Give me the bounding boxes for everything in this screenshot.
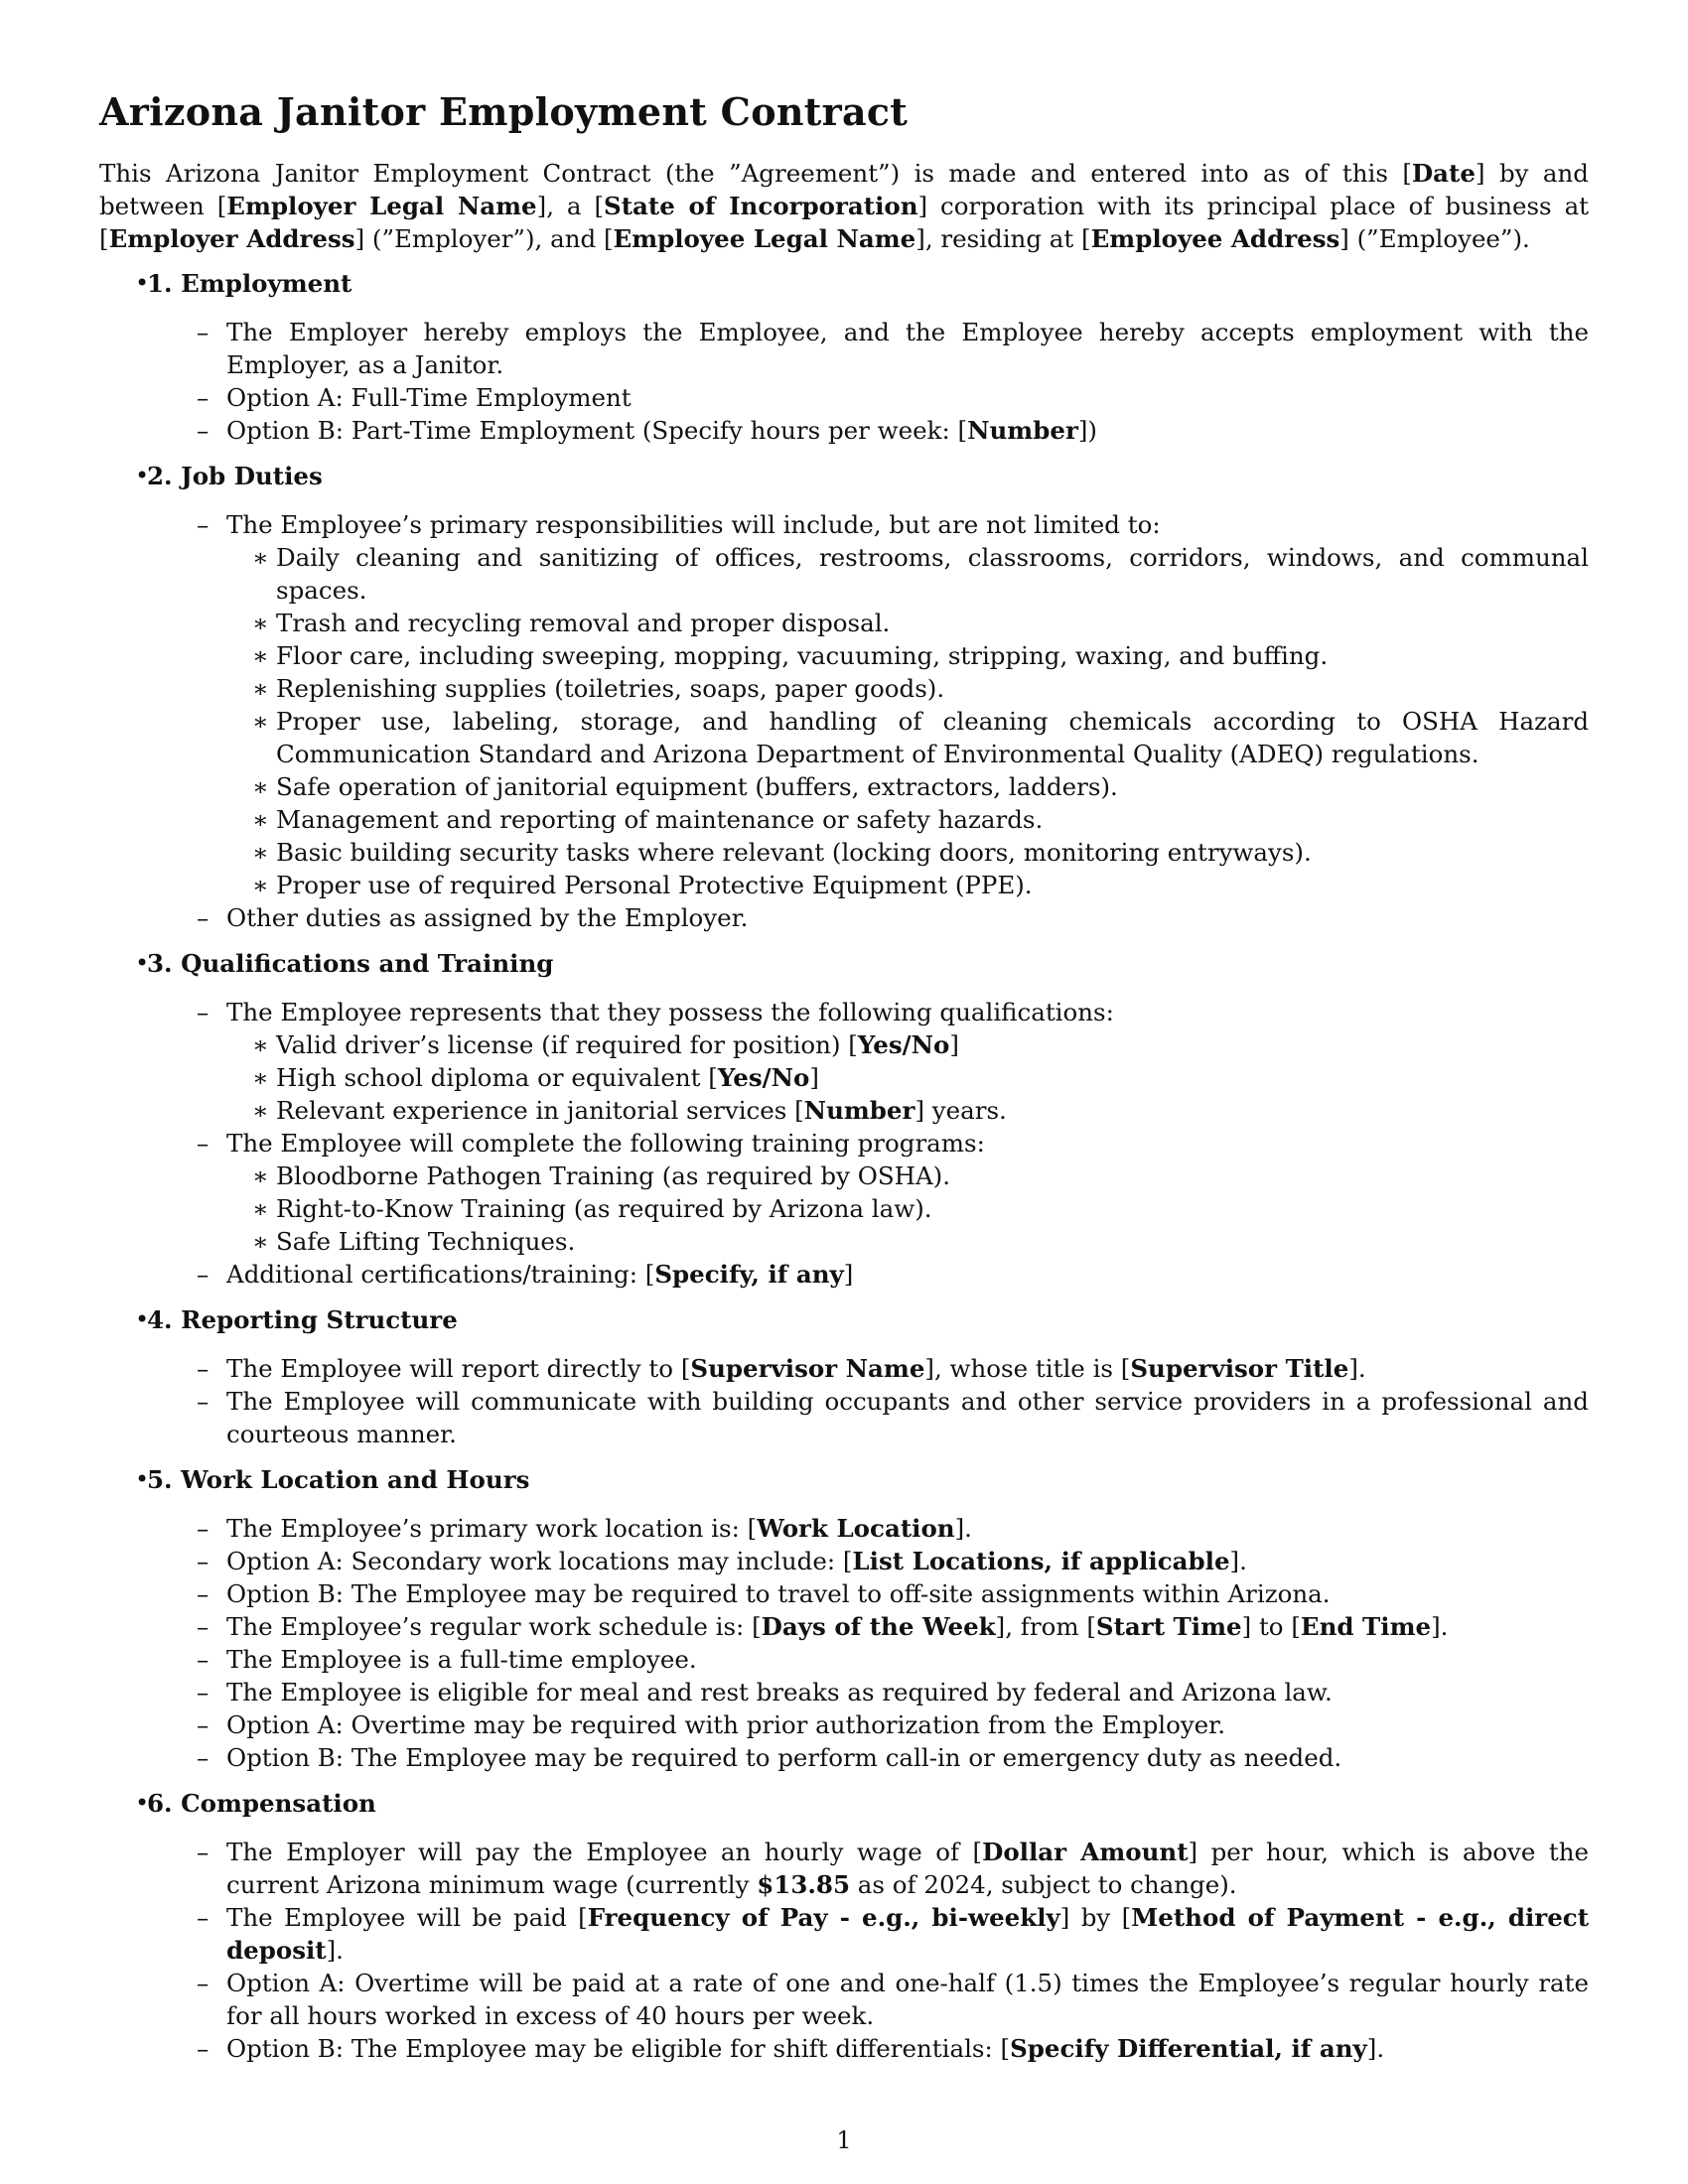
qualification-item: ∗ Valid driver’s license (if required for position) [Yes/No] xyxy=(226,1028,1589,1061)
section-qualifications xyxy=(99,947,1589,1291)
section-reporting xyxy=(99,1303,1589,1450)
list-item: – The Employer hereby employs the Employee, and the Employee hereby accepts employment with the Employer, as a Janitor. xyxy=(147,316,1589,381)
list-item: – The Employee is eligible for meal and rest breaks as required by federal and Arizona law. xyxy=(147,1676,1589,1708)
section-heading: • 4. Reporting Structure xyxy=(147,1305,458,1334)
duty-item: ∗ Proper use of required Personal Protective Equipment (PPE). xyxy=(226,869,1589,901)
placeholder-state: State of Incorporation xyxy=(604,192,918,220)
training-item: ∗ Bloodborne Pathogen Training (as required by OSHA). xyxy=(226,1160,1589,1192)
page-number: 1 xyxy=(836,2126,852,2154)
placeholder-employer-address: Employer Address xyxy=(108,224,355,253)
list-item: – Other duties as assigned by the Employer. xyxy=(147,901,1589,934)
duties-list xyxy=(226,541,1589,901)
list-item: – Option A: Secondary work locations may include: [List Locations, if applicable]. xyxy=(147,1545,1589,1577)
section-job-duties xyxy=(99,460,1589,934)
duty-item: ∗ Daily cleaning and sanitizing of offices, restrooms, classrooms, corridors, windows, and communal spaces. xyxy=(226,541,1589,607)
list-item: – The Employee will communicate with building occupants and other service providers in a professional and courteous manner. xyxy=(147,1385,1589,1450)
list-item: – Option B: The Employee may be required to perform call-in or emergency duty as needed. xyxy=(147,1741,1589,1774)
qualification-item: ∗ High school diploma or equivalent [Yes/No] xyxy=(226,1061,1589,1094)
list-item: – The Employee’s primary responsibilities will include, but are not limited to: ∗ Daily cleaning and sanitizing of offices, restrooms, classrooms, corridors, windows, and communal spaces. ∗ Trash and recycling removal and proper disposal. ∗ Floor care, including sweeping, mopping, vacuuming, stripping, waxing, and buffing. ∗ Replenishing supplies (toiletries, soaps, paper goods). ∗ Proper use, labeling, storage, and handling of cleaning chemicals according to OSHA Hazard Communication Standard and Arizona Department of Environmental Quality (ADEQ) regulations. ∗ Safe operation of janitorial equipment (buffers, extractors, ladders). ∗ Management and reporting of maintenance or safety hazards. ∗ Basic building security tasks where relevant (locking doors, monitoring entryways). ∗ Proper use of required Personal Protective Equipment (PPE). xyxy=(147,508,1589,901)
list-item: – The Employee represents that they possess the following qualifications: ∗ Valid driver’s license (if required for position) [Yes/No] ∗ High school diploma or equivalent [Yes/No] ∗ Relevant experience in janitorial services [Number] years. xyxy=(147,996,1589,1127)
sections-list xyxy=(99,267,1589,2065)
duty-item: ∗ Management and reporting of maintenance or safety hazards. xyxy=(226,803,1589,836)
list-item: – The Employee will complete the following training programs: ∗ Bloodborne Pathogen Training (as required by OSHA). ∗ Right-to-Know Training (as required by Arizona law). ∗ Safe Lifting Techniques. xyxy=(147,1127,1589,1258)
list-item: – Option A: Full-Time Employment xyxy=(147,381,1589,414)
training-item: ∗ Right-to-Know Training (as required by Arizona law). xyxy=(226,1192,1589,1225)
list-item: – The Employee’s primary work location is: [Work Location]. xyxy=(147,1512,1589,1545)
placeholder-employer-name: Employer Legal Name xyxy=(226,192,537,220)
list-item: – The Employee’s regular work schedule is: [Days of the Week], from [Start Time] to [End Time]. xyxy=(147,1610,1589,1643)
duty-item: ∗ Replenishing supplies (toiletries, soaps, paper goods). xyxy=(226,672,1589,705)
document-title: Arizona Janitor Employment Contract xyxy=(99,89,909,134)
list-item: – The Employer will pay the Employee an hourly wage of [Dollar Amount] per hour, which is above the current Arizona minimum wage (currently $13.85 as of 2024, subject to change). xyxy=(147,1836,1589,1901)
duty-item: ∗ Proper use, labeling, storage, and handling of cleaning chemicals according to OSHA Hazard Communication Standard and Arizona Department of Environmental Quality (ADEQ) regulations. xyxy=(226,705,1589,770)
list-item: – Additional certifications/training: [Specify, if any] xyxy=(147,1258,1589,1291)
duty-item: ∗ Basic building security tasks where relevant (locking doors, monitoring entryways). xyxy=(226,836,1589,869)
duty-item: ∗ Trash and recycling removal and proper disposal. xyxy=(226,607,1589,639)
list-item: – Option B: The Employee may be eligible for shift differentials: [Specify Differential, if any]. xyxy=(147,2032,1589,2065)
section-heading: • 5. Work Location and Hours xyxy=(147,1465,530,1494)
list-item: – The Employee will report directly to [Supervisor Name], whose title is [Supervisor Title]. xyxy=(147,1352,1589,1385)
list-item: – Option B: Part-Time Employment (Specify hours per week: [Number]) xyxy=(147,414,1589,447)
list-item: – Option A: Overtime will be paid at a rate of one and one-half (1.5) times the Employee’s regular hourly rate for all hours worked in excess of 40 hours per week. xyxy=(147,1967,1589,2032)
duty-item: ∗ Floor care, including sweeping, mopping, vacuuming, stripping, waxing, and buffing. xyxy=(226,639,1589,672)
section-heading: • 2. Job Duties xyxy=(147,462,323,490)
training-list xyxy=(226,1160,1589,1258)
placeholder-date: Date xyxy=(1411,159,1476,188)
section-heading: • 6. Compensation xyxy=(147,1789,376,1818)
document-page xyxy=(99,87,1589,2078)
list-item: – Option B: The Employee may be required to travel to off-site assignments within Arizona. xyxy=(147,1577,1589,1610)
section-employment xyxy=(99,267,1589,447)
placeholder-hours: Number xyxy=(967,416,1078,445)
duty-item: ∗ Safe operation of janitorial equipment (buffers, extractors, ladders). xyxy=(226,770,1589,803)
list-item: – The Employee is a full-time employee. xyxy=(147,1643,1589,1676)
section-heading: • 3. Qualifications and Training xyxy=(147,949,554,978)
minimum-wage-value: $13.85 xyxy=(757,1870,851,1899)
section-compensation xyxy=(99,1787,1589,2065)
qualification-item: ∗ Relevant experience in janitorial services [Number] years. xyxy=(226,1094,1589,1127)
list-item: – Option A: Overtime may be required with prior authorization from the Employer. xyxy=(147,1708,1589,1741)
training-item: ∗ Safe Lifting Techniques. xyxy=(226,1225,1589,1258)
qualifications-list xyxy=(226,1028,1589,1127)
placeholder-employee-address: Employee Address xyxy=(1090,224,1340,253)
intro-paragraph: This Arizona Janitor Employment Contract (the ”Agreement”) is made and entered into as of this [Date] by and between [Employer Legal Name], a [State of Incorporation] corporation with its principal place of business at [Employer Address] (”Employer”), and [Employee Legal Name], residing at [Employee Address] (”Employee”). xyxy=(99,159,1590,253)
section-heading: • 1. Employment xyxy=(147,269,352,298)
list-item: – The Employee will be paid [Frequency of Pay - e.g., bi-weekly] by [Method of Payment - e.g., direct deposit]. xyxy=(147,1901,1589,1967)
placeholder-employee-name: Employee Legal Name xyxy=(613,224,916,253)
section-work-location xyxy=(99,1463,1589,1774)
